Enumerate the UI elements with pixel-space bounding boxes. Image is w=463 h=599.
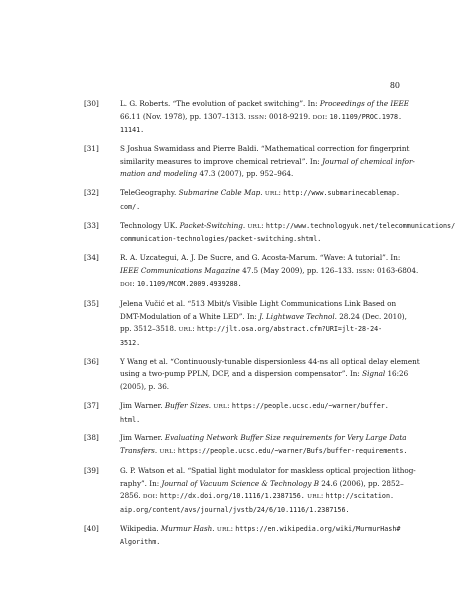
ref-text: 47.5 (May 2009), pp. 126–133. xyxy=(239,265,357,275)
ref-text: R. A. Uzcategui, A. J. De Sucre, and G. Acosta-Marum. “Wave: A tutorial”. In: xyxy=(120,253,401,263)
reference-number: [37] xyxy=(84,400,99,410)
url-link[interactable]: Algorithm. xyxy=(120,538,161,547)
reference-39 xyxy=(84,465,416,516)
url-link[interactable]: communication-technologies/packet-switching.shtml. xyxy=(120,235,322,244)
ref-title: Murmur Hash. xyxy=(160,523,215,533)
ref-text: 24.6 (2006), pp. 2852– xyxy=(319,478,404,488)
reference-number: [38] xyxy=(84,433,99,443)
ref-text: pp. 3512–3518. xyxy=(120,324,179,334)
ref-text: L. G. Roberts. “The evolution of packet switching”. In: xyxy=(120,99,320,108)
url-link[interactable]: https://en.wikipedia.org/wiki/MurmurHash# xyxy=(235,524,401,533)
url-link[interactable]: https://people.ucsc.edu/~warner/buffer. xyxy=(231,401,389,410)
doi-label: DOI xyxy=(142,494,156,501)
reference-list xyxy=(84,98,456,555)
doi-label: DOI xyxy=(120,282,133,289)
reference-35 xyxy=(84,298,407,349)
url-link[interactable]: http://www.submarinecablemap. xyxy=(283,189,400,198)
reference-number: [39] xyxy=(84,465,99,475)
ref-text: : xyxy=(230,523,236,533)
url-label: URL xyxy=(159,449,174,456)
url-link[interactable]: html. xyxy=(120,415,141,424)
url-label: URL xyxy=(247,223,262,230)
doi-link[interactable]: http://dx.doi.org/10.1116/1.2387156. xyxy=(159,492,305,501)
ref-venue: IEEE Communications Magazine xyxy=(120,265,240,275)
url-link[interactable]: 3512. xyxy=(120,338,141,347)
reference-number: [34] xyxy=(84,253,99,263)
reference-34 xyxy=(84,252,419,292)
ref-text: : xyxy=(324,111,330,121)
ref-text: : xyxy=(320,491,326,501)
url-label: URL xyxy=(264,191,279,198)
ref-text: 66.11 (Nov. 1978), pp. 1307–1313. xyxy=(120,111,249,121)
ref-text: raphy”. In: xyxy=(120,478,162,488)
ref-text: similarity measures to improve chemical retrieval”. In: xyxy=(120,156,323,166)
reference-37 xyxy=(84,400,400,426)
url-label: URL xyxy=(307,494,321,501)
ref-text: : xyxy=(278,188,284,198)
url-label: URL xyxy=(213,403,228,410)
ref-text: : xyxy=(173,446,178,456)
ref-venue: Journal of Vacuum Science & Technology B xyxy=(161,478,320,488)
reference-40 xyxy=(84,523,400,549)
ref-text: : xyxy=(155,491,160,501)
ref-text: Y Wang et al. “Continuously-tunable dispersionless 44-ns all optical delay element xyxy=(120,356,420,366)
reference-33 xyxy=(84,220,456,246)
ref-text: 2856. xyxy=(120,491,143,501)
ref-text: 47.3 (2007), pp. 952–964. xyxy=(197,169,294,179)
ref-title: Evaluating Network Buffer Size requirements for Very Large Data xyxy=(164,433,407,443)
reference-38 xyxy=(84,432,408,458)
ref-venue: J. Lightwave Technol. xyxy=(259,311,337,321)
ref-venue: Proceedings of the IEEE xyxy=(319,99,409,108)
ref-venue: Journal of chemical infor- xyxy=(322,156,415,166)
url-link[interactable]: http://www.technologyuk.net/telecommunications/ xyxy=(265,221,456,230)
doi-link[interactable]: 11141. xyxy=(120,126,145,135)
doi-link[interactable]: 10.1109/MCOM.2009.4939288. xyxy=(137,280,242,289)
ref-text: Jim Warner. xyxy=(120,433,165,443)
issn-label: ISSN xyxy=(356,268,373,275)
reference-number: [32] xyxy=(84,188,99,198)
ref-title: Packet-Switching. xyxy=(179,220,246,230)
reference-number: [36] xyxy=(84,356,99,366)
url-link[interactable]: com/. xyxy=(120,202,141,211)
ref-title: Transfers. xyxy=(120,446,158,456)
reference-number: [30] xyxy=(84,99,99,108)
reference-number: [35] xyxy=(84,299,99,309)
ref-text: (2005), p. 36. xyxy=(120,382,170,392)
ref-text: S Joshua Swamidass and Pierre Baldi. “Mathematical correction for fingerprint xyxy=(120,144,410,154)
ref-text: DMT-Modulation of a White LED”. In: xyxy=(120,311,260,321)
reference-31 xyxy=(84,143,415,181)
ref-text: : xyxy=(227,400,232,410)
ref-text: 16:26 xyxy=(385,369,409,379)
ref-title: Submarine Cable Map. xyxy=(178,188,263,198)
reference-36 xyxy=(84,356,420,394)
ref-text: : 0018-9219. xyxy=(264,111,313,121)
issn-label: ISSN xyxy=(248,114,265,121)
ref-venue: mation and modeling xyxy=(120,169,198,179)
reference-number: [40] xyxy=(84,523,99,533)
ref-title: Buffer Sizes. xyxy=(164,400,212,410)
doi-link[interactable]: 10.1109/PROC.1978. xyxy=(329,112,403,121)
ref-text: : xyxy=(192,324,197,334)
url-label: URL xyxy=(216,526,231,533)
ref-text: Jim Warner. xyxy=(120,400,165,410)
reference-number: [31] xyxy=(84,144,99,154)
ref-text: : xyxy=(132,279,138,289)
url-link[interactable]: http://scitation. xyxy=(325,492,395,501)
doi-label: DOI xyxy=(312,114,325,121)
ref-text: using a two-pump PPLN, DCF, and a dispersion compensator”. In: xyxy=(120,369,363,379)
page-number: 80 xyxy=(389,81,400,90)
reference-32 xyxy=(84,187,400,213)
url-link[interactable]: https://people.ucsc.edu/~warner/Bufs/buffer-requirements. xyxy=(177,447,408,456)
reference-30 xyxy=(84,98,409,137)
ref-text: G. P. Watson et al. “Spatial light modulator for maskless optical projection lithog- xyxy=(120,465,416,475)
ref-text: Technology UK. xyxy=(120,220,180,230)
ref-text: Wikipedia. xyxy=(120,523,161,533)
url-label: URL xyxy=(178,327,193,334)
ref-venue: Signal xyxy=(362,369,386,379)
url-link[interactable]: aip.org/content/avs/journal/jvstb/24/6/10.1116/1.2387156. xyxy=(120,505,350,514)
ref-text: TeleGeography. xyxy=(120,188,179,198)
ref-text: : 0163-6804. xyxy=(372,265,419,275)
ref-text: 28.24 (Dec. 2010), xyxy=(336,311,407,321)
ref-text: : xyxy=(261,220,266,230)
reference-number: [33] xyxy=(84,220,99,230)
ref-text: Jelena Vučić et al. “513 Mbit/s Visible Light Communications Link Based on xyxy=(120,299,397,309)
url-link[interactable]: http://jlt.osa.org/abstract.cfm?URI=jlt-28-24- xyxy=(196,325,383,334)
